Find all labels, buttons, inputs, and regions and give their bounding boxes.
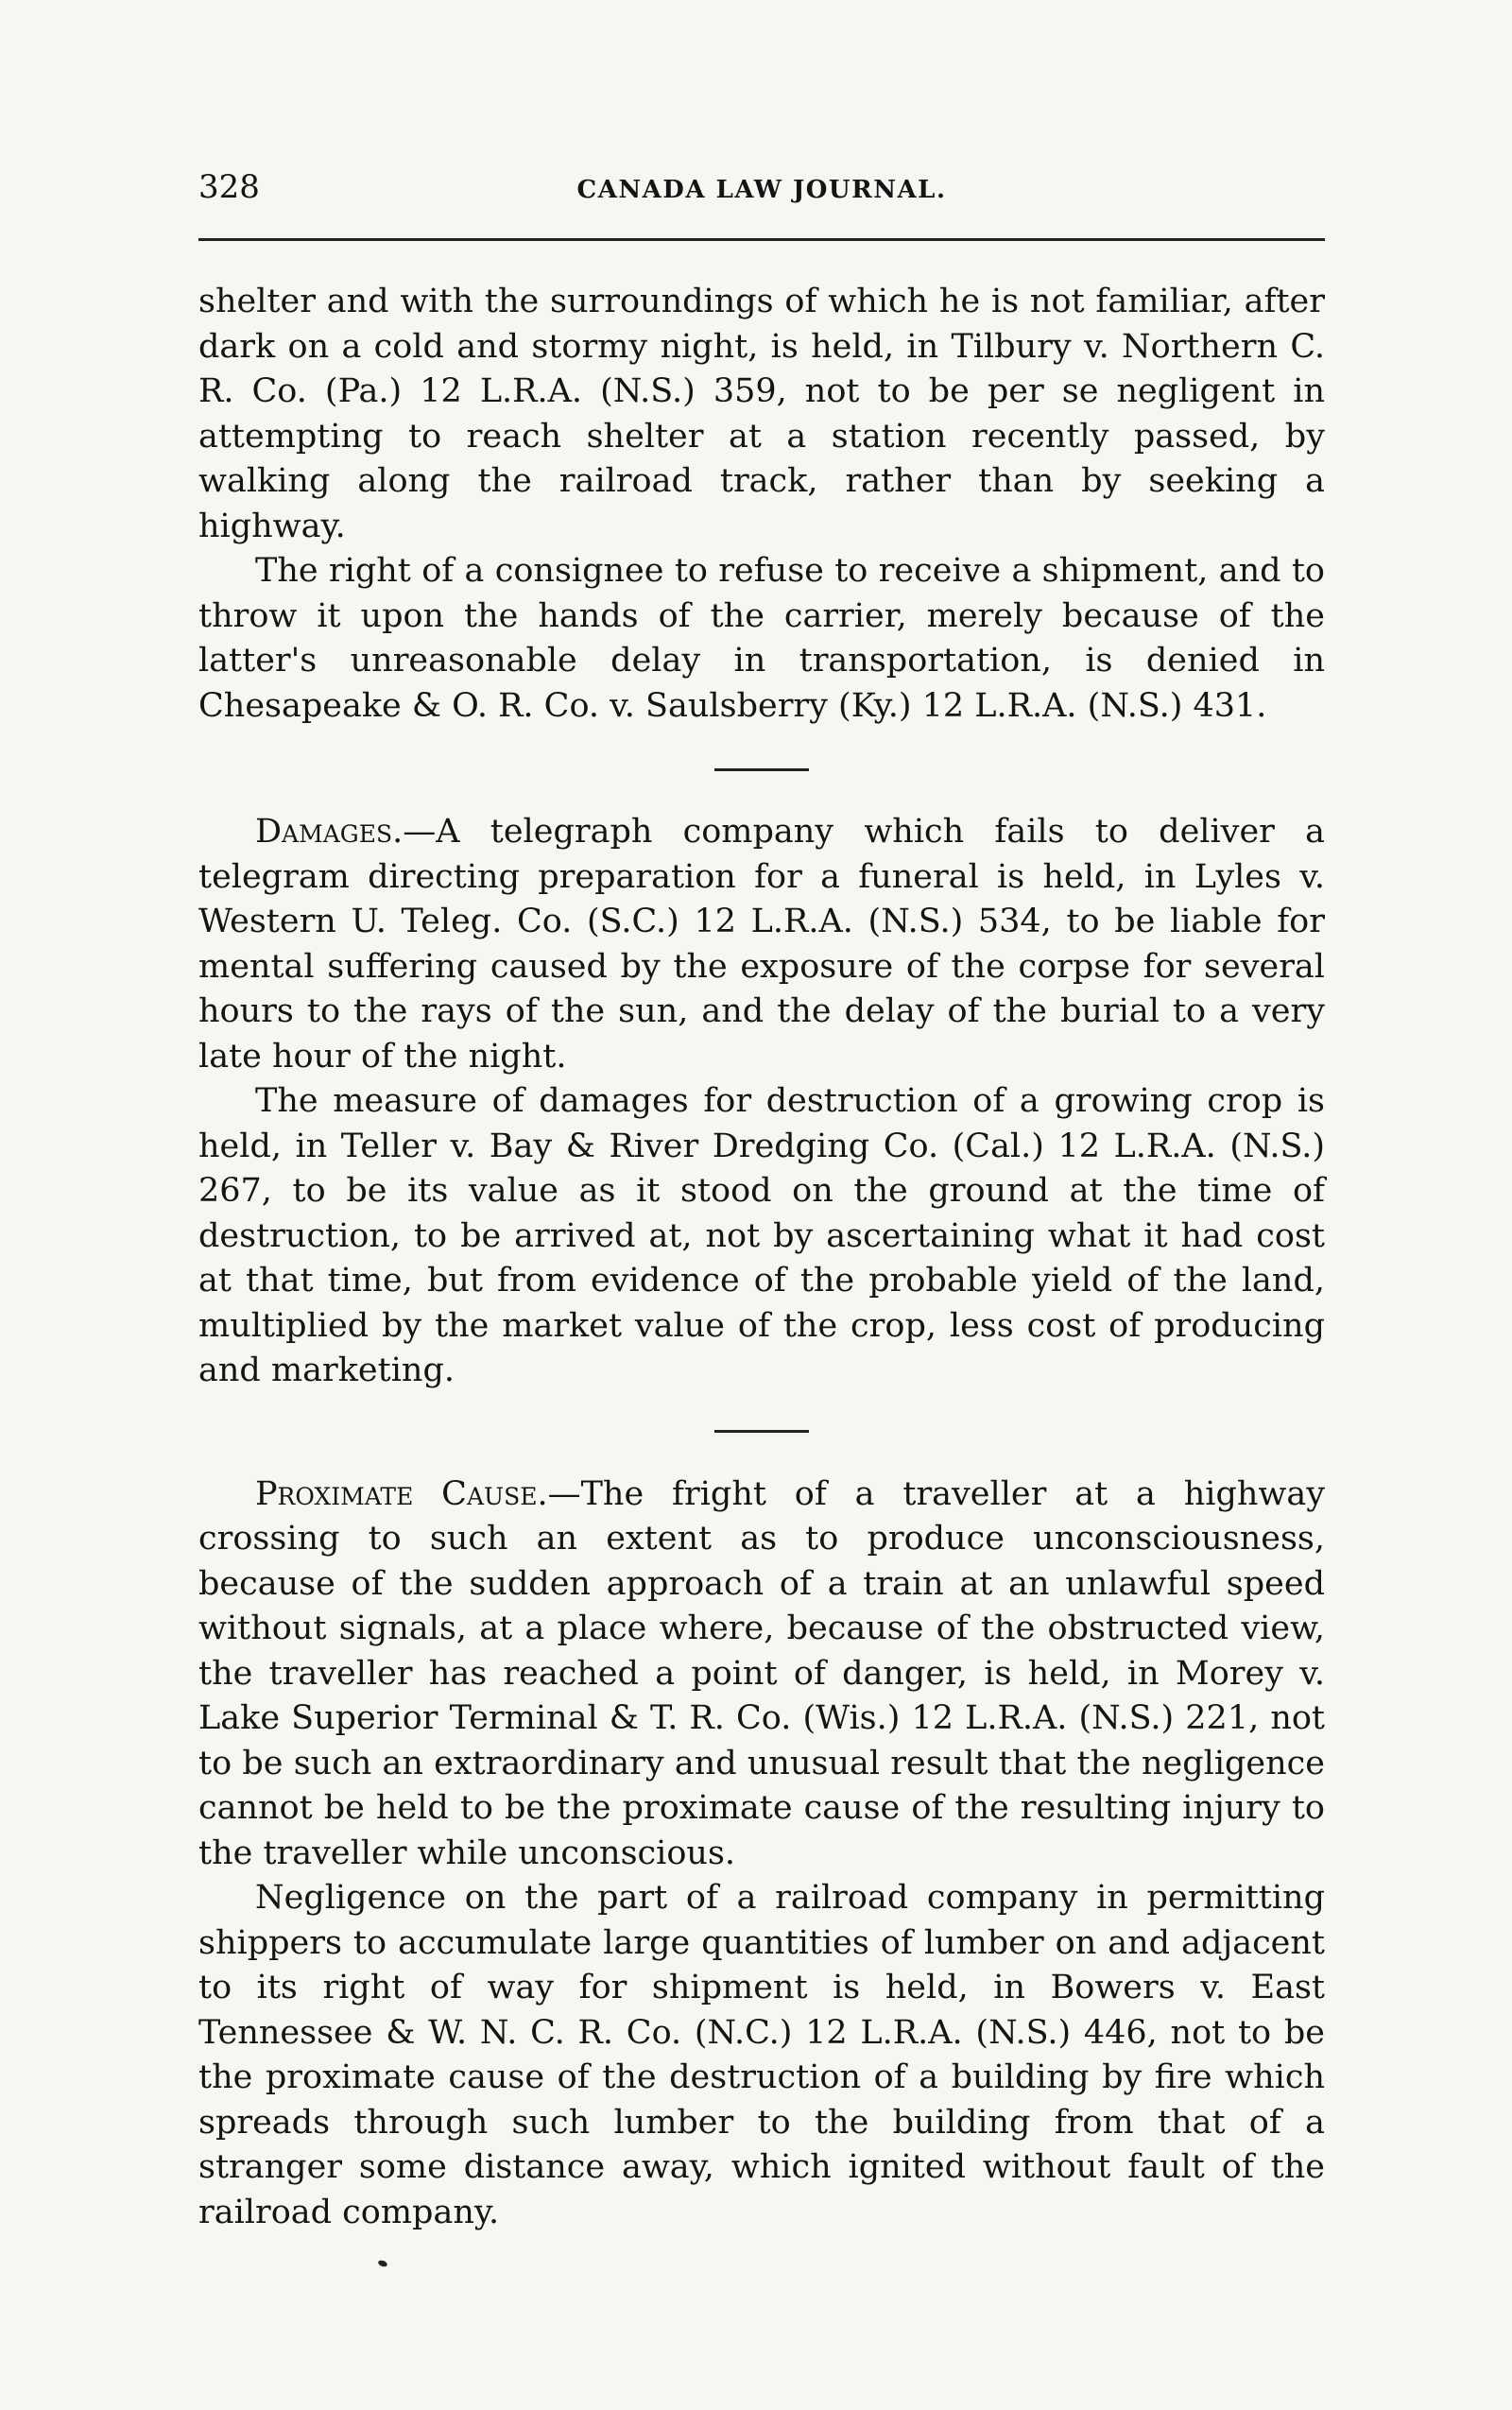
section-divider: [714, 768, 809, 771]
paragraph-proximate-cause-lumber: Negligence on the part of a railroad company in permitting shippers to accumulate large quantities of lumber on and adjacent to its right of way for shipment is held, in Bowers v. East Tennessee & W. N. C. R. Co. (N.C.) 12 L.R.A. (N.S.) 446, not to be the proximate cause of the destruction of a building by fire which spreads through such lumber to the building from that of a stranger some distance away, which ignited without fault of the railroad company.: [198, 1879, 1325, 2231]
paragraph-damages-crop: The measure of damages for destruction of a growing crop is held, in Teller v. Bay & River Dredging Co. (Cal.) 12 L.R.A. (N.S.) 267, to be its value as it stood on the ground at the time of destruction, to be arrived at, not by ascertaining what it had cost at that time, but from evidence of the probable yield of the land, multiplied by the market value of the crop, less cost of producing and marketing.: [198, 1082, 1325, 1389]
paragraph-text: —A telegraph company which fails to deliver a telegram directing preparation for a funeral is held, in Lyles v. Western U. Teleg. Co. (S.C.) 12 L.R.A. (N.S.) 534, to be liable for mental suffering caused by the exposure of the corpse for several hours to the rays of the sun, and the delay of the burial to a very late hour of the night.: [198, 813, 1325, 1076]
paragraph-proximate-cause-fright: [198, 1472, 1325, 1877]
article-body: [198, 280, 1325, 2235]
ink-speck: [377, 2259, 387, 2267]
page-number: 328: [198, 168, 260, 206]
paragraph-consignee-rights: The right of a consignee to refuse to receive a shipment, and to throw it upon the hands of the carrier, merely because of the latter's unreasonable delay in transportation, is denied in Chesapeake & O. R. Co. v. Saulsberry (Ky.) 12 L.R.A. (N.S.) 431.: [198, 552, 1325, 725]
paragraph-damages-telegraph: [198, 810, 1325, 1079]
paragraph-text: —The fright of a traveller at a highway crossing to such an extent as to produce unconsciousness, because of the sudden approach of a train at an unlawful speed without signals, at a place where, because of the obstructed view, the traveller has reached a point of danger, is held, in Morey v. Lake Superior Terminal & T. R. Co. (Wis.) 12 L.R.A. (N.S.) 221, not to be such an extraordinary and unusual result that the negligence cannot be held to be the proximate cause of the resulting injury to the traveller while unconscious.: [198, 1474, 1325, 1872]
paragraph-intro-continuation: shelter and with the surroundings of which he is not familiar, after dark on a cold and stormy night, is held, in Tilbury v. Northern C. R. Co. (Pa.) 12 L.R.A. (N.S.) 359, not to be per se negligent in attempting to reach shelter at a station recently passed, by walking along the railroad track, rather than by seeking a highway.: [198, 283, 1325, 545]
section-heading-damages: Damages.: [255, 813, 404, 851]
section-divider: [714, 1430, 809, 1433]
page-header: [198, 168, 1325, 219]
running-head: CANADA LAW JOURNAL.: [576, 176, 947, 204]
header-rule: [198, 238, 1325, 241]
section-heading-proximate-cause: Proximate Cause.: [255, 1474, 548, 1513]
